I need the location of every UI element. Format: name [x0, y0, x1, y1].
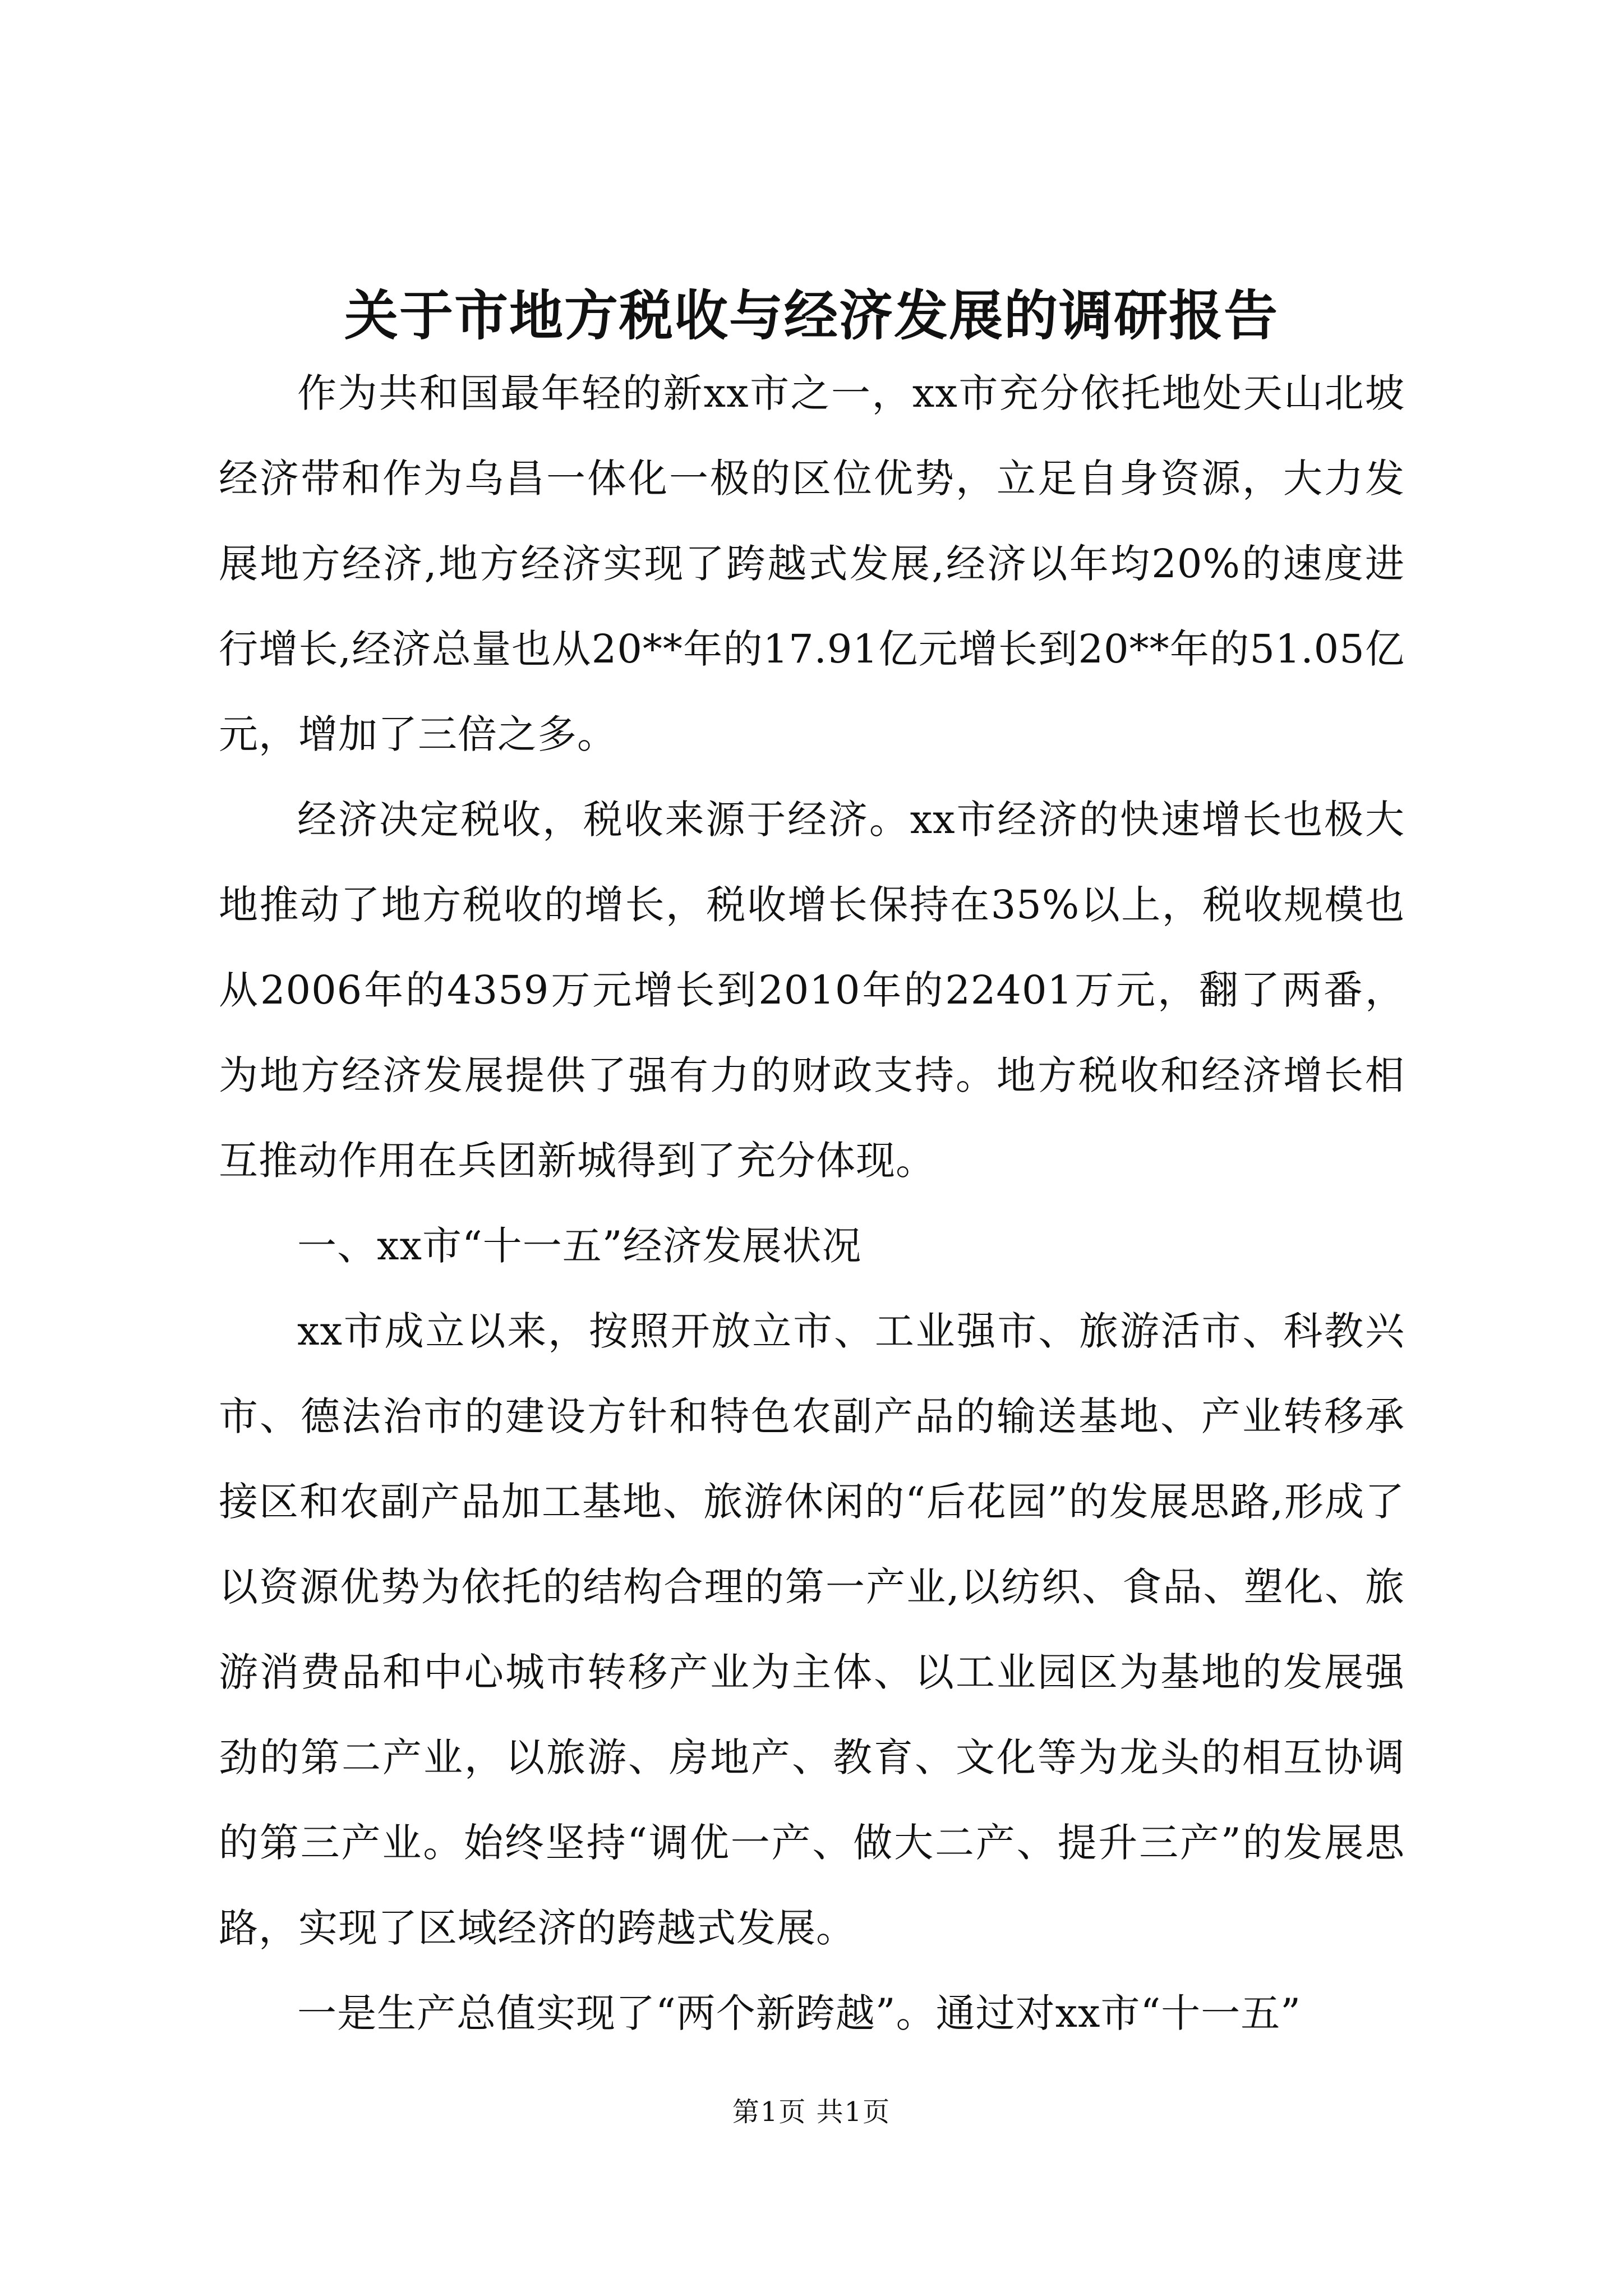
section-heading-1: 一、xx市“十一五”经济发展状况 — [297, 1223, 862, 1269]
document-title: 关于市地方税收与经济发展的调研报告 — [344, 284, 1279, 347]
paragraph-tax-economy: 经济决定税收，税收来源于经济。xx市经济的快速增长也极大地推动了地方税收的增长，税收增长保持在35%以上，税收规模也从2006年的4359万元增长到2010年的22401万元，翻了两番，为地方经济发展提供了强有力的财政支持。地方税收和经济增长相互推动作用在兵团新城得到了充分体现。 — [219, 797, 1405, 1184]
page-footer: 第1页 共1页 — [732, 2096, 891, 2128]
paragraph-gdp: 一是生产总值实现了“两个新跨越”。通过对xx市“十一五” — [297, 1990, 1302, 2036]
document-body — [219, 351, 1405, 2056]
paragraph-intro: 作为共和国最年轻的新xx市之一，xx市充分依托地处天山北坡经济带和作为乌昌一体化一极的区位优势，立足自身资源，大力发展地方经济,地方经济实现了跨越式发展,经济以年均20%的速度进行增长,经济总量也从20**年的17.91亿元增长到20**年的51.05亿元，增加了三倍之多。 — [219, 370, 1405, 757]
paragraph-development: xx市成立以来，按照开放立市、工业强市、旅游活市、科教兴市、德法治市的建设方针和特色农副产品的输送基地、产业转移承接区和农副产品加工基地、旅游休闲的“后花园”的发展思路,形成了以资源优势为依托的结构合理的第一产业,以纺织、食品、塑化、旅游消费品和中心城市转移产业为主体、以工业园区为基地的发展强劲的第二产业，以旅游、房地产、教育、文化等为龙头的相互协调的第三产业。始终坚持“调优一产、做大二产、提升三产”的发展思路，实现了区域经济的跨越式发展。 — [219, 1308, 1405, 1951]
